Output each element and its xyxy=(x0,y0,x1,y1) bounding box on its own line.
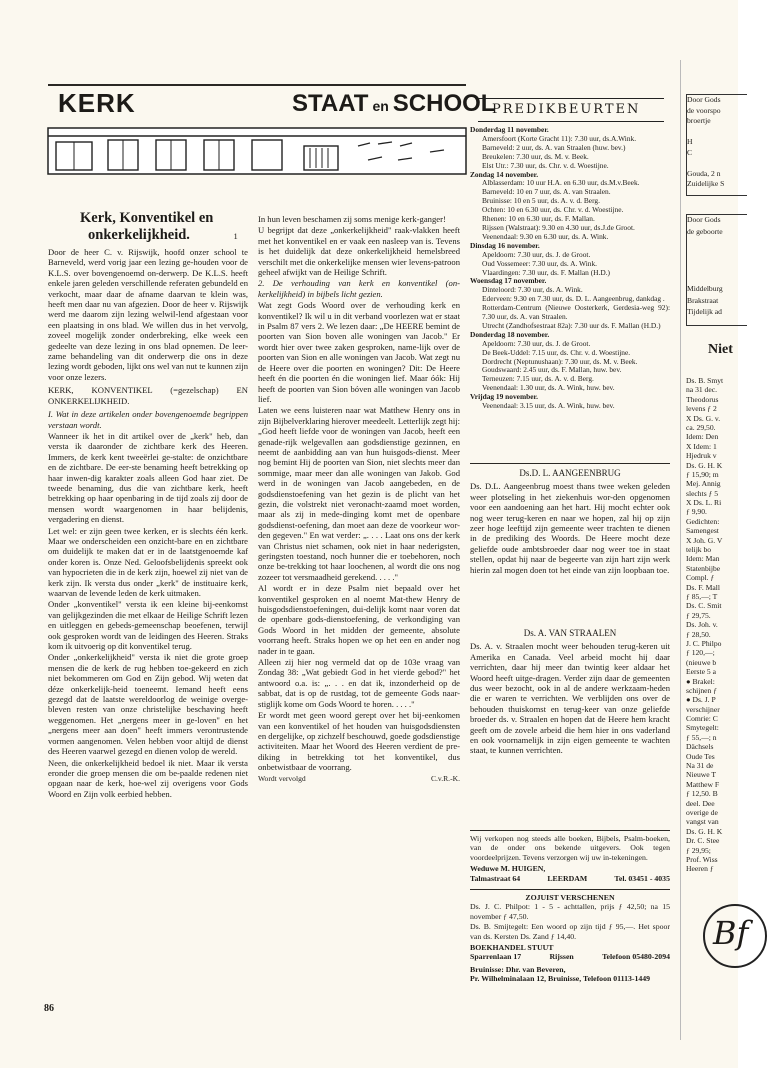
col1-para: Door de heer C. v. Rijswijk, hoofd onzer school te Barneveld, werd vorig jaar een lezing ge-houden voor de K.L.S. over bovengenoemd on-derwerp. De K.L.S. heeft enkele jaren geleden verschillende referaten gebundeld en verkocht, maar daar de afname daarvan te klein was, heeft men daar nu van afgezien. Door de heer v. Rijswijk werd me daarom zijn lezing welwil-lend afgestaan voor een plaatsing in ons blad. We willen dus in het vervolg, zoveel mogelijk zonder onderbreking, elke week een gedeelte van deze lezing in ons blad opnemen. De leer-zame behandeling van dit onderwerp die ons in deze lezing wordt geboden, lijkt ons wel van nut te kunnen zijn voor onze lezers. xyxy=(48,247,248,382)
right-page-line: ƒ 85,—; T xyxy=(686,591,718,601)
article-column-2 xyxy=(258,214,460,784)
school-building-illustration xyxy=(48,122,466,174)
right-page-line: Brakstraat xyxy=(687,295,719,305)
right-page-line: Ds. G. H. K xyxy=(686,826,723,836)
right-page-line: vangst van xyxy=(686,817,719,827)
right-page-line: Ds. F. Mall xyxy=(686,582,720,592)
zojuist-ad xyxy=(470,893,670,984)
shop-city: Rijssen xyxy=(549,952,574,962)
right-page-line: X Joh. G. V xyxy=(686,535,723,545)
right-page-line: Nieuwe T xyxy=(686,770,717,780)
right-page-logo-text: Bf xyxy=(713,914,749,952)
right-page-line: Statenbijbe xyxy=(686,563,721,573)
right-page-line: ƒ 9,90. xyxy=(686,507,707,517)
schedule-entry: Dinteloord: 7.30 uur, ds. A. Wink. xyxy=(482,285,583,295)
predikbeurten-title: PREDIKBEURTEN xyxy=(492,102,641,117)
aangeenbrug-text: Ds. D.L. Aangeenbrug moest thans twee weken geleden weer plotseling in het ziekenhuis wor-den opgenomen voor een aandoening aan het hart. Hij mocht echter ook nog weer terug-keren en naar we hopen, zal hij op zijn zeer hoge leeftijd zijn gemeente weer trachten te dienen in de prediking des Woords. De Heere mocht deze geliefde oude ambtsbroeder daar nog weer toe in staat stellen, opdat hij naar de begeerte van zijn hart zijn werk hierin zal mogen doen tot het einde van zijn loopbaan toe. xyxy=(470,481,670,575)
schedule-entry: Elst Utr.: 7.30 uur, ds. Chr. v. d. Woestijne. xyxy=(482,160,609,170)
schedule-entry: Oud Vossemeer: 7.30 uur, ds. A. Wink. xyxy=(482,258,597,268)
right-page-line: Idem: Man xyxy=(686,554,720,564)
wordt-vervolgd: Wordt vervolgd xyxy=(258,773,306,783)
right-page-line: X Ds. G. v. xyxy=(686,413,721,423)
right-page-line: C xyxy=(687,147,693,157)
ads-top-rule xyxy=(470,830,670,831)
col2-subheading: 2. De verhouding van kerk en konventikel (on-kerkelijkheid) in bijbels licht gezien. xyxy=(258,278,460,299)
right-page-line: Middelburg xyxy=(687,284,723,293)
right-page-line: Idem: Den xyxy=(686,432,719,442)
schedule-day: Woensdag 17 november. xyxy=(470,276,547,286)
right-page-line: Comrie: C xyxy=(686,714,718,724)
right-page-line: Samengest xyxy=(686,526,719,536)
predikbeurten-schedule xyxy=(470,126,670,411)
schedule-entry: Veenendaal: 1.30 uur, ds. A. Wink, huw. bev. xyxy=(482,383,615,393)
schedule-entry: Alblasserdam: 10 uur H.A. en 6.30 uur, ds.M.v.Beek. xyxy=(482,178,640,188)
right-page-line: slechts ƒ 5 xyxy=(686,488,719,498)
ads-mid-rule xyxy=(470,889,670,890)
right-page-line: ƒ 120,—; xyxy=(686,648,715,658)
article-title-line2: onkerkelijkheid. xyxy=(88,227,190,243)
schedule-entry: Ederveen: 9.30 en 7.30 uur, ds. D. L. Aangeenbrug, dankdag . xyxy=(482,294,665,304)
right-page-line: ƒ 12,50. B xyxy=(686,789,718,799)
col1-para: Neen, die onkerkelijkheid bedoel ik niet. Maar ik versta eronder die groep mensen die om be-paalde redenen niet opgaan naar de kerk, hoe-wel zij overigens voor Gods Woord en Zijn volk eerbied hebben. xyxy=(48,757,248,799)
right-page-line: Oude Tes xyxy=(686,751,715,761)
right-page-line: de voorspo xyxy=(687,105,721,115)
col2-para: In hun leven beschamen zij soms menige kerk-ganger! xyxy=(258,214,446,224)
right-page-line: levens ƒ 2 xyxy=(686,404,717,414)
col2-para: Alleen zij hier nog vermeld dat op de 103e vraag van Zondag 38: „Wat gebiedt God in het vierde gebod?" het antwoord o.a. is: „. . . en dat ik, inzonderheid op de sabbat, dat is op de rustdag, tot de gemeente Gods naar-stiglijk kome om Gods Woord te horen. . . . ." xyxy=(258,657,460,709)
zojuist-shop-contact xyxy=(470,952,670,961)
aangeenbrug-heading: Ds.D. L. AANGEENBRUG xyxy=(519,468,621,478)
huigen-contact xyxy=(470,874,670,883)
right-page-line: Prof. Wiss xyxy=(686,854,718,864)
right-page-line xyxy=(687,250,747,262)
schedule-entry: Amersfoort (Korte Gracht 11): 7.30 uur, ds.A.Wink. xyxy=(482,133,637,143)
schedule-entry: Apeldoorn: 7.30 uur, ds. J. de Groot. xyxy=(482,338,591,348)
schedule-entry: De Beek-Uddel: 7.15 uur, ds. Chr. v. d. Woestijne. xyxy=(482,347,631,357)
aangeenbrug-notice xyxy=(470,468,670,576)
right-page-line: telijk bo xyxy=(686,545,712,555)
right-page-line: Eerste 5 a xyxy=(686,667,716,677)
schedule-entry: Bruinisse: 10 en 5 uur, ds. A. v. d. Berg. xyxy=(482,196,600,206)
right-page-line xyxy=(687,127,747,138)
schedule-entry: Terneuzen: 7.15 uur, ds. A. v. d. Berg. xyxy=(482,374,594,384)
col2-para: Er wordt met geen woord gerept over het bij-eenkomen van een konventikel of het houden van huisgodsdiensten en dergelijke, op zichzelf beschouwd, goede godsdienstige activiteiten. Maar het Woord des Heeren verdient de pre-diking in betrekking tot het konventikel, dus onbetwistbaar de voorrang. xyxy=(258,710,460,773)
huigen-ad xyxy=(470,834,670,883)
right-page-line: Door Gods xyxy=(687,95,721,104)
right-page-line: Na 31 de xyxy=(686,761,714,771)
header-kerk: KERK xyxy=(58,88,136,118)
right-page-line: ƒ 28,50. xyxy=(686,629,711,639)
right-page-line: schijnen ƒ xyxy=(686,685,718,695)
zojuist-heading: ZOJUIST VERSCHENEN xyxy=(525,893,615,902)
schedule-bottom-rule xyxy=(470,463,670,464)
right-page-line: Mej. Annig xyxy=(686,479,721,489)
col2-para: Wat zegt Gods Woord over de verhouding kerk en konventikel? Ik wil u in dit verband voorlezen wat er staat in Psalm 87 vers 2. We lezen daar: „De HEERE bemint de poorten van Sion boven alle woningen van Jacob." Er wordt hier over twee zaken gesproken, name-lijk over de poorten van Sion en alle woningen van Jacob. Wat zegt nu de Heere over die poorten en woningen? Dit: De Heere heeft én die poorten én die woningen lief. Maar óók: Hij heeft de poorten van Sion bóven alle woningen van Jacob lief. xyxy=(258,300,460,404)
right-page-gutter xyxy=(680,60,681,1040)
author-signature: C.v.R.-K. xyxy=(430,773,460,783)
schedule-entry: Goudswaard: 2.45 uur, ds. F. Mallan, huw. bev. xyxy=(482,365,622,375)
article-title xyxy=(70,210,260,245)
right-page-box-2 xyxy=(686,214,747,326)
right-page-line: Gouda, 2 n xyxy=(687,168,721,178)
right-page-line: Compl. ƒ xyxy=(686,573,715,583)
vanstraalen-notice xyxy=(470,628,670,757)
schedule-entry: Dordrecht (Neptunushaan): 7.30 uur, ds. M. v. Beek. xyxy=(482,356,638,366)
col1-para: Onder „konventikel" versta ik een kleine bij-eenkomst van gelijkgezinden die met elkaar de Heilige Schrift lezen en uitleggen en gebeds-gemeenschap beoefenen, terwijl ook gesproken wordt van de leidingen des Heeren. Straks kom ik uitvoerig op dit konventikel terug. xyxy=(48,599,248,652)
right-page-line: Theodorus xyxy=(686,394,719,404)
right-page-line: Gedichten: xyxy=(686,516,720,526)
schedule-entry: Barneveld: 10 en 7 uur, ds. A. van Straalen. xyxy=(482,187,611,197)
right-page-line xyxy=(687,261,747,273)
zojuist-line1: Ds. J. C. Philpot: 1 - 5 - achttallen, prijs ƒ 42,50; na 15 november ƒ 47,50. xyxy=(470,902,670,921)
vanstraalen-heading: Ds. A. VAN STRAALEN xyxy=(523,628,617,638)
schedule-entry: Vlaardingen: 7.30 uur, ds. F. Mallan (H.D.) xyxy=(482,267,611,277)
article-column-1 xyxy=(48,247,248,800)
schedule-day: Donderdag 11 november. xyxy=(470,125,549,134)
zojuist-shop: BOEKHANDEL STUUT xyxy=(470,943,554,953)
page-number: 86 xyxy=(44,1003,54,1014)
header-top-rule xyxy=(48,84,466,86)
schedule-entry: Utrecht (Zandhofsestraat 82a): 7.30 uur ds. F. Mallan (H.D.) xyxy=(482,320,661,330)
right-page-line: Tijdelijk ad xyxy=(687,307,722,316)
right-page-line: X Ds. L. Ri xyxy=(686,498,722,508)
zojuist-line2: Ds. B. Smijtegelt: Een woord op zijn tijd ƒ 95,—. Het spoor van ds. Kersten Ds. Zand ƒ 14,40. xyxy=(470,922,670,941)
right-page-line: Ds. G. H. K xyxy=(686,460,723,470)
right-page-line xyxy=(687,273,747,285)
vanstraalen-text: Ds. A. v. Straalen mocht weer behouden terug-keren uit Amerika en Canada. Veel arbeid mocht hij daar verrichten, daar hij meer dan twintig keer aldaar het Woord heeft uitge-dragen. Verder zijn daar de gemeenten dus weer bezocht, ook in al de andere werkzaam-heden die er waren te verrichten. We verblijden ons over de behouden thuiskomst en terug-keer van onze geliefde broeder ds. v. Straalen en hopen dat de Heere hem kracht geeft om de zovele arbeid die hem hier in ons vaderland en ook voornamelijk in zijn eigen gemeente te wachten staat, te kunnen verrichten. xyxy=(470,641,670,756)
right-page-line: Dr. C. Stee xyxy=(686,836,720,846)
article-title-line2-wrap xyxy=(70,227,260,245)
schedule-day: Vrijdag 19 november. xyxy=(470,392,538,402)
right-page-line: H xyxy=(687,137,693,146)
col2-para: Al wordt er in deze Psalm niet bepaald over het konventikel gesproken en al noemt Mat-thew Henry de huisgodsdienstoefeningen, dui-delijk komt naar voren dat de openbare gods-dienstoefening, de verkondiging van Gods Woord in het midden der gemeente, absolute voorrang heeft. Straks hopen we op het een en ander nog nader in te gaan. xyxy=(258,583,460,656)
right-page-niet: Niet xyxy=(708,342,733,357)
right-page-line: ● Ds. J. P xyxy=(686,695,716,705)
right-page-line: ƒ 55,—; n xyxy=(686,732,717,742)
right-page-box-1 xyxy=(686,94,747,196)
predikbeurten-banner xyxy=(478,98,664,122)
huigen-tel: Tel. 03451 - 4035 xyxy=(614,873,670,883)
huigen-text: Wij verkopen nog steeds alle boeken, Bijbels, Psalm-boeken, van de onder ons bekende uitgevers. Ook tegen voordeelprijzen. Tevens verzorgen wij uw in-tekeningen. xyxy=(470,834,670,862)
right-page-line: de geboorte xyxy=(687,226,723,236)
right-page-line: Smytegelt: xyxy=(686,723,719,733)
huigen-address: Talmastraat 64 xyxy=(470,873,521,883)
schedule-entry: Barneveld: 2 uur, ds. A. van Straalen (huw. bev.) xyxy=(482,142,626,152)
schedule-day: Zondag 14 november. xyxy=(470,169,539,179)
right-page-line: Hjedruk v xyxy=(686,451,717,461)
huigen-city: LEERDAM xyxy=(547,873,588,883)
right-page-line: ƒ 29,95; xyxy=(686,845,711,855)
article-footer xyxy=(258,774,460,784)
right-page-line: X Idem: 1 xyxy=(686,441,717,451)
right-page-line: ca. 29,50. xyxy=(686,422,716,432)
header-school: SCHOOL xyxy=(392,90,496,117)
article-title-line1: Kerk, Konventikel en xyxy=(80,210,214,226)
huigen-name: Weduwe M. HUIGEN, xyxy=(470,864,546,874)
right-page-line: Dächsels xyxy=(686,742,714,752)
schedule-entry: Rotterdam-Centrum (Nieuwe Oosterkerk, Gerdesia-weg 92): 7.30 uur, ds. A. van Straalen. xyxy=(482,303,670,322)
right-page-line: Ds. Joh. v. xyxy=(686,620,718,630)
right-page-line: Heeren ƒ xyxy=(686,864,714,874)
right-page-line: Door Gods xyxy=(687,215,721,224)
right-page-line: broertje xyxy=(687,116,711,125)
schedule-entry: Ochten: 10 en 6.30 uur, ds. Chr. v. d. Woestijne. xyxy=(482,205,624,215)
schedule-entry: Veenendaal: 3.15 uur, ds. A. Wink, huw. bev. xyxy=(482,401,615,411)
col2-para: Laten we eens luisteren naar wat Matthew Henry ons in zijn Bijbelverklaring hierover meedeelt. Letterlijk zegt hij: „God heeft liefde voor de woningen van Jacob, heeft een genade-rijk welgevallen aan godsdienstige gezinnen, en neemt de aanbidding aan van hun huisgods-dienst. Meer nog bemint Hij de poorten van Sion, niet slechts meer dan sommige, maar meer dan alle woningen van Jakob. God werd in de woningen van Jacob aangebeden, en de godsdienstoefening van het gezin is de plicht van het gezin, die volstrekt niet veronacht-zaamd moet worden, maar als zij in mede-dinging komt met de openbare godsdienst-oefening, dan moet aan deze de voorkeur wor-den gegeven." En wat verder: „. . . . Laat ons ons der kerk van Christus niet schamen, ook niet in haar nederigsten, geringsten toestand, noch hunner die er toebehoren, noch onze be-trekking tot haar loochenen, al wordt die ons nog zozeer tot versmaadheid gerekend. . . . ." xyxy=(258,405,460,582)
right-page-line: ● Brakel: xyxy=(686,676,715,686)
right-page-line: Ds. B. Smyt xyxy=(686,376,724,385)
right-page-logo xyxy=(703,904,767,968)
zojuist-line4: Pr. Wilhelminalaan 12, Bruinisse, Telefoon 01113-1449 xyxy=(470,974,651,984)
header-school-building xyxy=(48,122,466,174)
schedule-entry: Rhenen: 10 en 6.30 uur, ds. F. Mallan. xyxy=(482,214,595,224)
right-page-line: Zuidelijke S xyxy=(687,179,725,188)
header-staat: STAAT xyxy=(292,90,369,117)
col1-subheading: I. Wat in deze artikelen onder bovengenoemde begrippen verstaan wordt. xyxy=(48,409,248,430)
zojuist-line3: Bruinisse: Dhr. van Beveren, xyxy=(470,964,566,974)
header-banner xyxy=(48,86,496,176)
right-page-line: ƒ 15,90; m xyxy=(686,469,719,479)
right-page-line: verschijner xyxy=(686,704,720,714)
right-page-line xyxy=(687,238,747,250)
col2-para: U begrijpt dat deze „onkerkelijkheid" raak-vlakken heeft met het konventikel en er vaak een nasleep van is. Tevens is het duidelijk dat deze onkerkelijkheid hemelsbreed verschilt met die onkerkelijke mensen wier levens-patroon geheel afwijkt van de Heilige Schrift. xyxy=(258,225,460,278)
right-page-line: ƒ 29,75. xyxy=(686,610,711,620)
col1-para: Onder „onkerkelijkheid" versta ik niet die grote groep mensen die de kerk de rug hebben toe-gekeerd en zich niet bekommeren om God en Zijn gebod. Wij weten dat déze onkerkelijk-heid toeneemt. Iemand heeft eens gezegd dat de laatste wereldoorlog de weinige overge-bleven resten van onze christelijke beschaving heeft weggenomen. Het „nergens meer in ge-loven" en het „nergens meer aan doen" heeft immers verontrustende vormen aangenomen. Velen hebben voor altijd de dienst des Heeren vaarwel gezegd en dienen volop de wereld. xyxy=(48,652,248,757)
right-page-list xyxy=(686,376,738,896)
schedule-entry: Apeldoorn: 7.30 uur, ds. J. de Groot. xyxy=(482,249,591,259)
col1-section-heading: KERK, KONVENTIKEL (=gezelschap) EN ONKERKELIJKHEID. xyxy=(48,385,248,406)
right-page-line: J. C. Philpo xyxy=(686,638,722,648)
right-page-line: Ds. C. Smit xyxy=(686,601,722,611)
schedule-entry: Breukelen: 7.30 uur, ds. M. v. Beek. xyxy=(482,151,589,161)
header-staat-school xyxy=(292,90,495,118)
article-title-number: 1 xyxy=(233,231,238,241)
shop-address: Sparrenlaan 17 xyxy=(470,952,522,962)
right-page-line: deel. Dee xyxy=(686,798,715,808)
col1-para: Wanneer ik het in dit artikel over de „kerk" heb, dan versta ik daaronder de zichtbare kerk des Heeren. Immers, de kerk kent tweeërlei ge-stalte: de onzichtbare en de zichtbare. De eer-ste benaming heeft betrekking op haar inwen-dig karakter zoals alleen God haar ziet. De tweede benaming, dus die van zichtbare kerk, heeft betrekking op haar openbaring in de tijd zoals zij door de mensen wordt waargenomen in haar belijdenis, vergadering en dienst. xyxy=(48,430,248,525)
schedule-entry: Rijssen (Walstraat): 9.30 en 4.30 uur, ds.J.de Groot. xyxy=(482,222,635,232)
shop-tel: Telefoon 05480-2094 xyxy=(602,952,670,962)
header-en: en xyxy=(372,98,389,114)
schedule-day: Donderdag 18 november. xyxy=(470,329,550,339)
col1-para: Let wel: er zijn geen twee kerken, er is slechts één kerk. Maar we onderscheiden een onzicht-bare en en zichtbare om duidelijk te maken dat er in de laatstgenoemde kaf onder koren is. Onze Ned. Geloofsbelijdenis spreekt ook van hypocrieten die in de kerk zijn, hoewel zij niet van de kerk zijn. Ik versta dus onder „kerk" de instituaire kerk, waarvan de levende leden de kerk uitmaken. xyxy=(48,525,248,598)
right-page-line xyxy=(687,158,747,169)
right-page-line: na 31 dec. xyxy=(686,385,717,395)
schedule-entry: Veenendaal: 9.30 en 6.30 uur, ds. A. Wink. xyxy=(482,231,609,241)
right-page-line: Matthew F xyxy=(686,779,720,789)
right-page-line: overige de xyxy=(686,807,718,817)
schedule-day: Dinsdag 16 november. xyxy=(470,240,540,250)
right-page-line: (nieuwe b xyxy=(686,657,717,667)
